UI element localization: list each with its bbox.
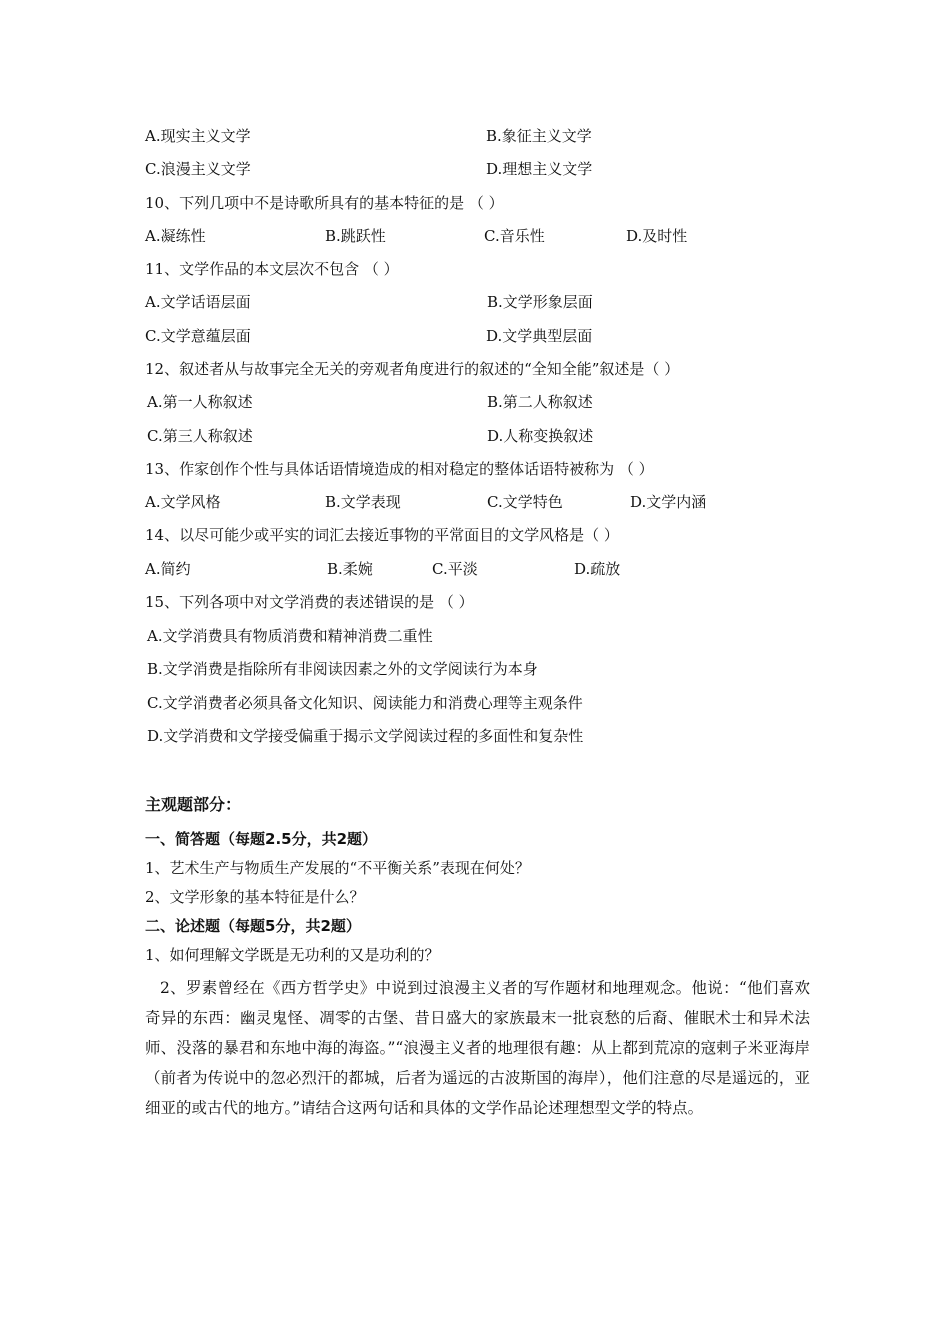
q11-option-d: D.文学典型层面 (486, 327, 593, 345)
section2-question-2: 2、罗素曾经在《西方哲学史》中说到过浪漫主义者的写作题材和地理观念。他说：“他们喜欢奇异的东西：幽灵鬼怪、凋零的古堡、昔日盛大的家族最末一批哀愁的后裔、催眠术士和异术法师、没落的暴君和东地中海的海盗。”“浪漫主义者的地理很有趣：从上都到荒凉的寇剌子米亚海岸（前者为传说中的忽必烈汗的都城，后者为遥远的古波斯国的海岸），他们注意的尽是遥远的，亚细亚的或古代的地方。”请结合这两句话和具体的文学作品论述理想型文学的特点。 (145, 979, 810, 1117)
q13-option-d: D.文学内涵 (630, 493, 707, 511)
q13-option-c: C.文学特色 (487, 493, 563, 511)
section2-title: 二、论述题（每题5分，共2题） (145, 917, 361, 935)
section1-question-2: 2、文学形象的基本特征是什么？ (145, 888, 365, 906)
q12-stem: 12、叙述者从与故事完全无关的旁观者角度进行的叙述的“全知全能”叙述是（ ） (145, 360, 680, 378)
q15-option-a: A.文学消费具有物质消费和精神消费二重性 (147, 627, 433, 645)
q9-option-c: C.浪漫主义文学 (145, 160, 251, 178)
q14-option-d: D.疏放 (574, 560, 621, 578)
q12-option-b: B.第二人称叙述 (487, 393, 593, 411)
q11-stem: 11、文学作品的本文层次不包含 （ ） (145, 260, 399, 278)
q9-option-d: D.理想主义文学 (486, 160, 593, 178)
q9-option-a: A.现实主义文学 (145, 127, 251, 145)
q10-option-d: D.及时性 (626, 227, 688, 245)
q14-option-c: C.平淡 (432, 560, 478, 578)
section1-question-1: 1、艺术生产与物质生产发展的“不平衡关系”表现在何处？ (145, 859, 530, 877)
q13-stem: 13、作家创作个性与具体话语情境造成的相对稳定的整体话语特被称为 （ ） (145, 460, 654, 478)
q10-option-c: C.音乐性 (484, 227, 545, 245)
q13-option-b: B.文学表现 (325, 493, 401, 511)
q11-option-b: B.文学形象层面 (487, 293, 593, 311)
q12-option-d: D.人称变换叙述 (487, 427, 594, 445)
q15-option-d: D.文学消费和文学接受偏重于揭示文学阅读过程的多面性和复杂性 (147, 727, 584, 745)
q10-stem: 10、下列几项中不是诗歌所具有的基本特征的是 （ ） (145, 194, 504, 212)
q9-option-b: B.象征主义文学 (486, 127, 592, 145)
q10-option-b: B.跳跃性 (325, 227, 386, 245)
section2-question-1: 1、如何理解文学既是无功利的又是功利的？ (145, 946, 440, 964)
q14-option-b: B.柔婉 (327, 560, 373, 578)
subjective-title: 主观题部分： (145, 795, 242, 814)
q12-option-a: A.第一人称叙述 (147, 393, 253, 411)
q10-option-a: A.凝练性 (145, 227, 206, 245)
q15-option-b: B.文学消费是指除所有非阅读因素之外的文学阅读行为本身 (147, 660, 538, 678)
q12-option-c: C.第三人称叙述 (147, 427, 253, 445)
q14-option-a: A.简约 (145, 560, 191, 578)
q11-option-c: C.文学意蕴层面 (145, 327, 251, 345)
q13-option-a: A.文学风格 (145, 493, 221, 511)
q15-option-c: C.文学消费者必须具备文化知识、阅读能力和消费心理等主观条件 (147, 694, 583, 712)
section1-title: 一、简答题（每题2.5分，共2题） (145, 830, 378, 848)
q11-option-a: A.文学话语层面 (145, 293, 251, 311)
q14-stem: 14、以尽可能少或平实的词汇去接近事物的平常面目的文学风格是（ ） (145, 526, 619, 544)
q15-stem: 15、下列各项中对文学消费的表述错误的是 （ ） (145, 593, 474, 611)
